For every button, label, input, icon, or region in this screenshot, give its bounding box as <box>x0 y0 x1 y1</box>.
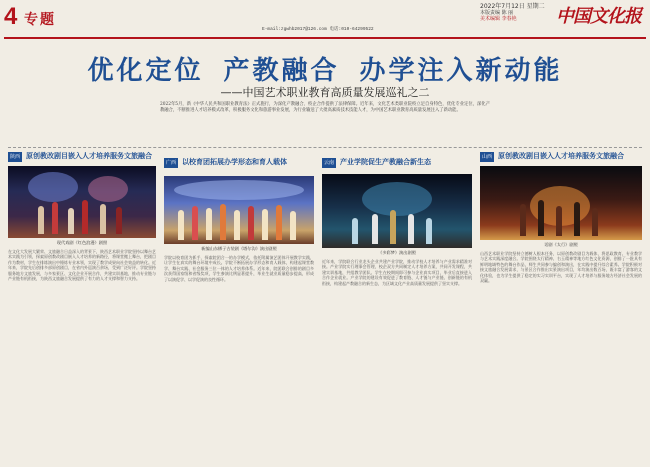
article-body: 在文化大发展大繁荣、文旅融合日益深入的背景下，陕西艺术职业学院坚持以舞台艺术实践为引领，探索原创教改剧目嵌入人才培养的新路径，将课堂搬上舞台，把剧目作为教材，学生在排练演出中锤炼专业本领，实现了教学成果向社会效益的转化。近年来，学院先后创排多部原创剧目，在省内外巡演百余场，受到广泛好评。学院坚持服务地方文旅发展，与多家景区、文化企业开展合作，共建实训基地，推动专业链与产业链有机衔接，为陕西文旅融合发展提供了有力的人才支撑和智力支持。 <box>8 249 156 282</box>
stage-photo <box>8 166 156 238</box>
issue-date: 2022年7月12日 星期二 <box>480 3 545 10</box>
article-body: 山西艺术职业学院坚持立德树人根本任务，以原创教改剧目为载体，将思政教育、专业教学与艺术实践深度融合。学院围绕太行精神、右玉精神等地方红色文化资源，创排了一批具有鲜明地域特色的舞台作品，师生共同参与编创和演出，在实践中提升综合素养。学院积极对接文旅融合发展需求，与景区合作推出实景演出项目，年均演出数百场，既丰富了游客的文化体验，也为学生提供了稳定的实习实训平台，实现了人才培养与服务地方经济社会发展的双赢。 <box>480 251 642 284</box>
lead-paragraph: 2022年5月，新《中华人民共和国职业教育法》正式施行，为深化产教融合、校企合作提供了法律保障。近年来，文化艺术类职业院校立足自身特色，优化专业定位，深化产教融合，不断推进人才培养模式改革，积极服务文化和旅游事业发展，为行业输送了大批高素质技术技能人才，为中国艺术职业教育高质量发展注入了新动能。 <box>160 102 490 114</box>
section-title: 专题 <box>24 12 56 28</box>
header-rule <box>4 37 646 39</box>
article-body: 近年来，学院联合行业龙头企业共建产业学院，推动学校人才培养与产业需求精准对接。产业学院实行理事会管理，校企双方共同制定人才培养方案，共同开发课程，共建实训基地，共组教学团队。学生在校期间即可参与企业真实项目，毕业后直接进入合作企业就业。产业学院的建设有效促进了教育链、人才链与产业链、创新链的有机衔接，构建起产教融合的新生态，为区域文化产业高质量发展提供了坚实支撑。 <box>322 259 472 286</box>
issue-info <box>480 4 545 22</box>
column-heading <box>164 152 314 168</box>
column-title: 以校育团拓展办学形态和育人载体 <box>182 158 287 166</box>
page-number: 4 <box>4 3 18 30</box>
column-heading <box>8 152 156 162</box>
contact-line: E-mail:zgwhb2017@126.com 电话:010-64299522 <box>262 27 374 32</box>
stage-photo <box>480 166 642 240</box>
region-tag: 陕西 <box>9 154 20 160</box>
column-heading <box>322 152 472 168</box>
region-tag: 云南 <box>323 160 334 166</box>
stage-photo <box>164 176 314 244</box>
region-tag: 广西 <box>165 160 176 166</box>
subheadline: ——中国艺术职业教育高质量发展巡礼之二 <box>220 86 430 99</box>
article-body: 学院以校育团为抓手，探索院团合一的办学模式，依托附属演艺团体开展教学实践，让学生在真实的舞台环境中成长。学院不断拓展办学形态和育人载体，构建起课堂教学、舞台实践、社会服务三位一体的人才培养体系。近年来，院团联合创排的剧目多次获得国家级和省级奖项，学生参演比例显著提升，毕业生就业质量稳步提高，形成了以演促学、以学促演的良性循环。 <box>164 255 314 282</box>
editor-line: 本版责编 陈 丽 <box>480 10 514 16</box>
stage-photo <box>322 174 472 248</box>
photo-caption: 《多彩梦》演出剧照 <box>378 250 416 255</box>
column-title: 产业学院促生产教融合新生态 <box>340 158 431 166</box>
photo-caption: 新编山东梆子古装剧《塔尔沟》演出剧照 <box>201 246 277 251</box>
newspaper-logo: 中国文化报 <box>556 6 641 27</box>
headline: 优化定位 产教融合 办学注入新动能 <box>87 56 563 86</box>
region-tag: 山西 <box>481 154 492 160</box>
column-title: 原创教改剧目嵌入人才培养服务文旅融合 <box>26 152 152 160</box>
article-column-1 <box>8 152 156 462</box>
column-title: 原创教改剧目嵌入人才培养服务文旅融合 <box>498 152 624 160</box>
article-column-4 <box>480 152 642 462</box>
photo-caption: 现代戏剧《红色浪漫》剧照 <box>56 240 108 245</box>
divider <box>8 147 642 148</box>
design-line: 美术编辑 李春艳 <box>480 16 517 22</box>
column-heading <box>480 152 642 162</box>
article-column-2 <box>164 152 314 462</box>
masthead <box>0 0 650 38</box>
photo-caption: 话剧《太行》剧照 <box>544 242 578 247</box>
article-column-3 <box>322 152 472 462</box>
